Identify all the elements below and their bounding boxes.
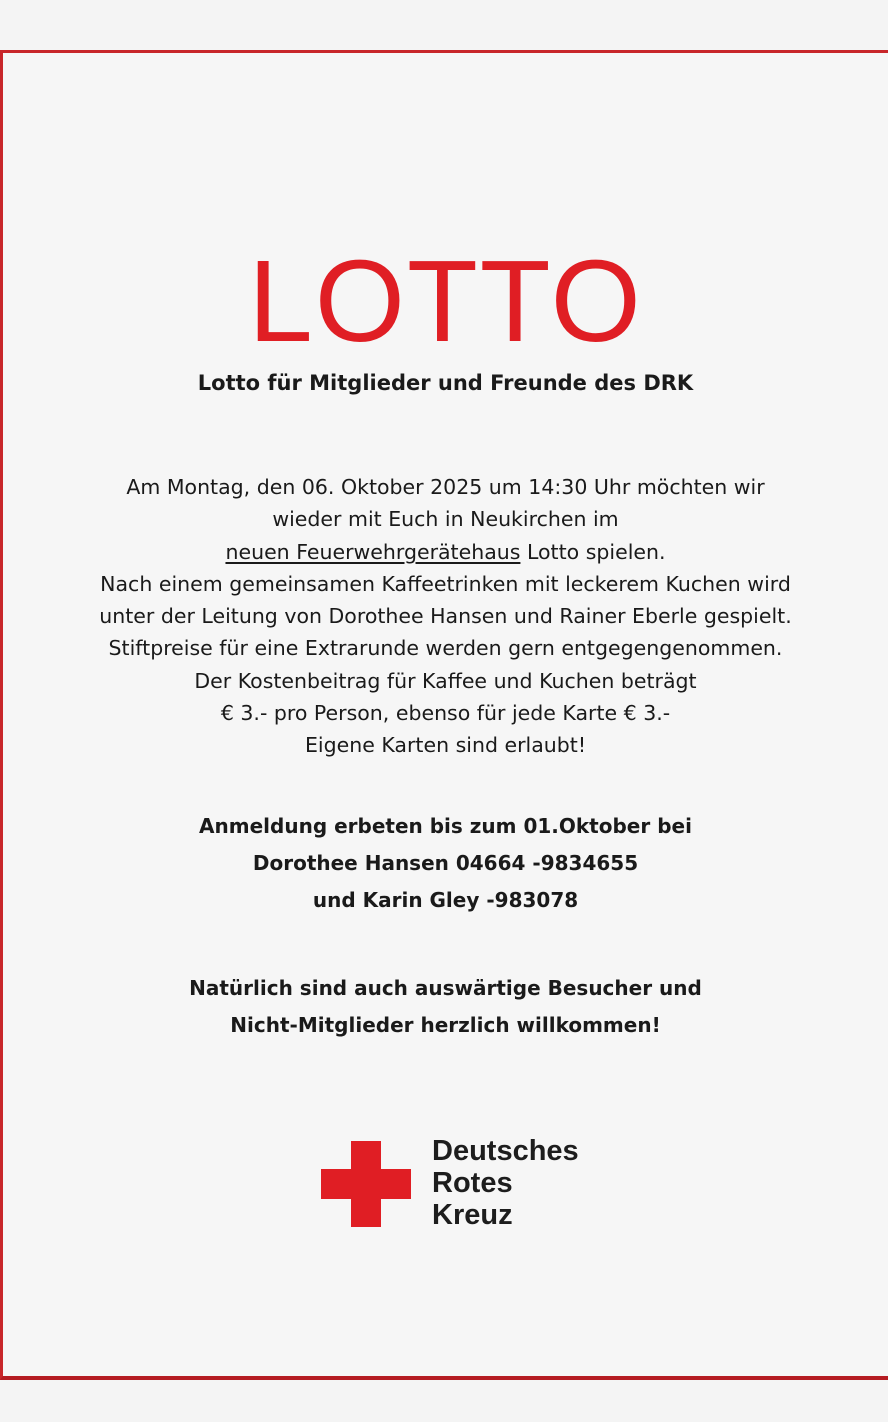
description-line: Der Kostenbeitrag für Kaffee und Kuchen beträgt	[194, 668, 697, 693]
registration-info	[3, 808, 888, 919]
logo-line: Deutsches	[432, 1135, 579, 1167]
poster-page	[0, 50, 888, 1380]
welcome-line: Nicht-Mitglieder herzlich willkommen!	[230, 1013, 661, 1037]
logo-wordmark	[432, 1135, 579, 1231]
poster-subtitle: Lotto für Mitglieder und Freunde des DRK	[197, 371, 694, 395]
registration-line: und Karin Gley -983078	[312, 888, 579, 912]
description-line: € 3.- pro Person, ebenso für jede Karte € 3.-	[220, 701, 671, 726]
poster-title: LOTTO	[248, 235, 643, 366]
venue-underlined: neuen Feuerwehrgerätehaus	[225, 539, 521, 564]
description-line: unter der Leitung von Dorothee Hansen und Rainer Eberle gespielt.	[99, 604, 792, 629]
red-cross-horizontal	[321, 1169, 411, 1199]
description-line: wieder mit Euch in Neukirchen im	[272, 507, 619, 532]
description-line	[3, 536, 888, 568]
logo-line: Rotes	[432, 1167, 513, 1199]
welcome-note	[3, 970, 888, 1044]
description-line: Am Montag, den 06. Oktober 2025 um 14:30 Uhr möchten wir	[126, 475, 765, 499]
registration-line: Dorothee Hansen 04664 -9834655	[252, 851, 639, 875]
logo-line: Kreuz	[432, 1199, 513, 1231]
registration-line: Anmeldung erbeten bis zum 01.Oktober bei	[199, 814, 692, 838]
description-line: Stiftpreise für eine Extrarunde werden gern entgegengenommen.	[108, 636, 783, 661]
drk-logo	[321, 1135, 621, 1235]
event-description	[3, 471, 888, 762]
description-line: Nach einem gemeinsamen Kaffeetrinken mit leckerem Kuchen wird	[100, 571, 791, 596]
venue-rest: Lotto spielen.	[520, 539, 666, 564]
description-line: Eigene Karten sind erlaubt!	[304, 733, 587, 758]
welcome-line: Natürlich sind auch auswärtige Besucher und	[189, 976, 702, 1000]
